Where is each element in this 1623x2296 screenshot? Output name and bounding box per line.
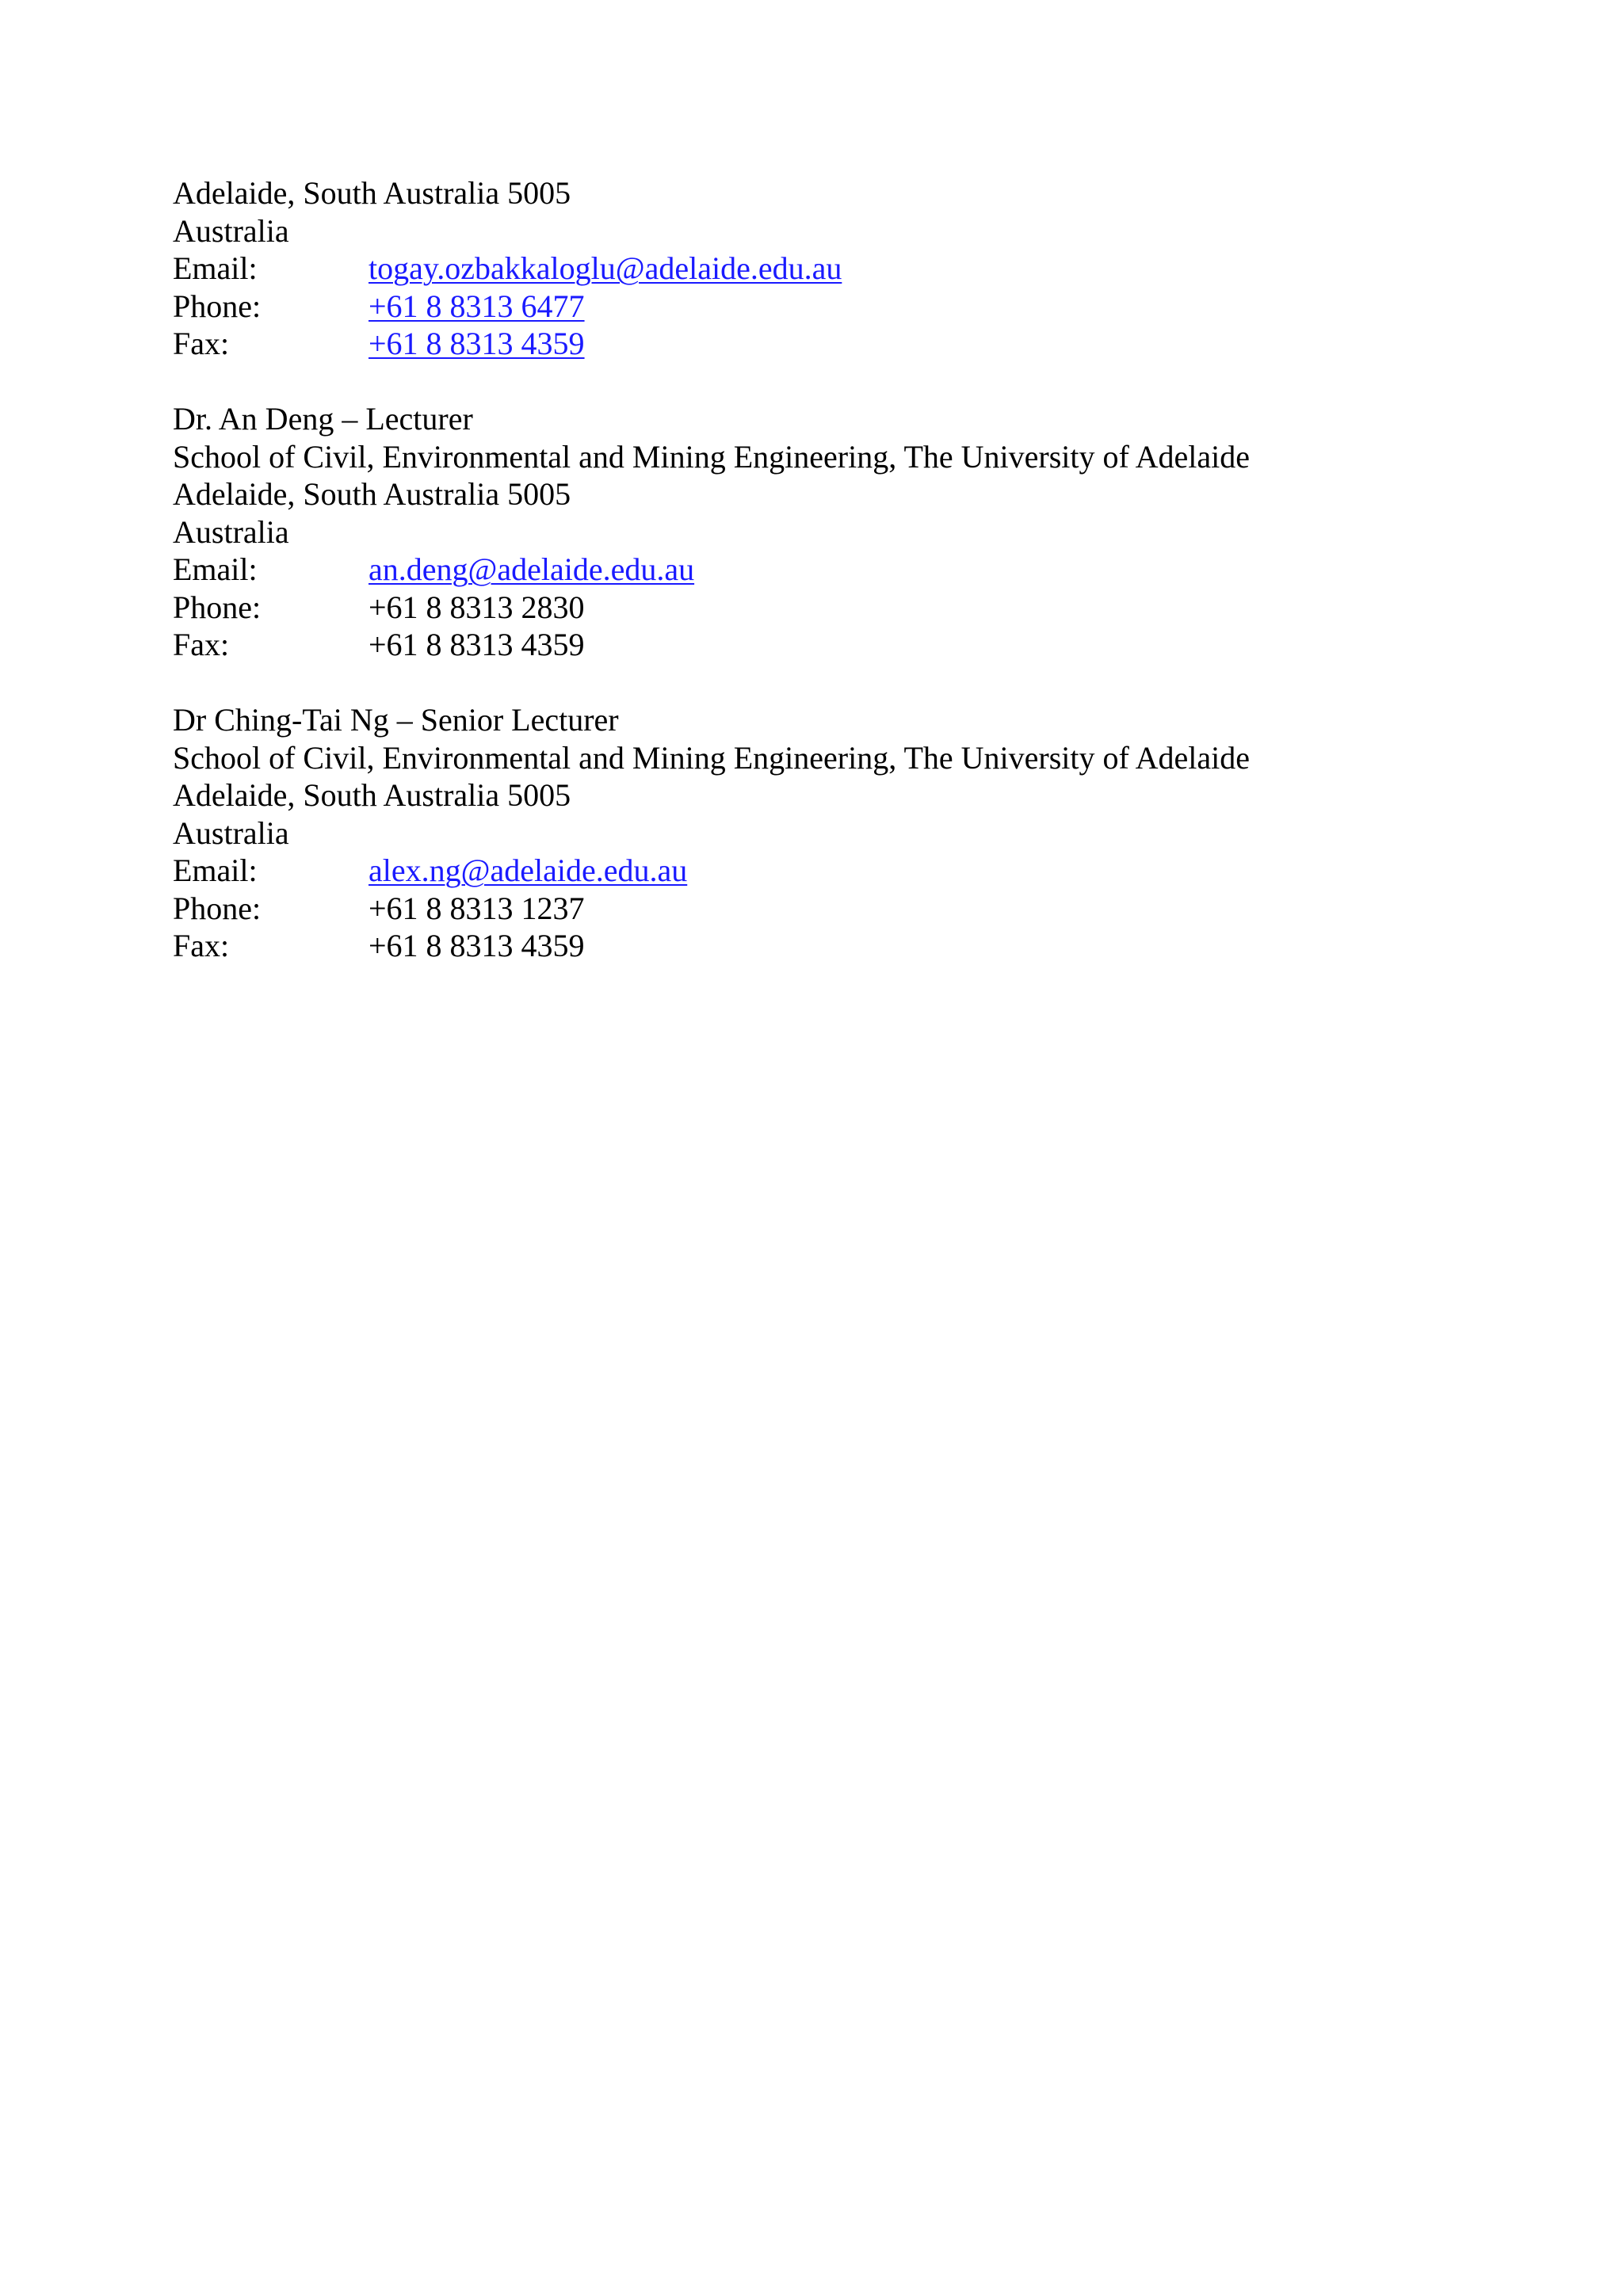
phone-row — [173, 288, 1520, 326]
contact-block-3 — [173, 701, 1520, 965]
email-link[interactable]: alex.ng@adelaide.edu.au — [369, 852, 688, 888]
address-country: Australia — [173, 212, 289, 249]
fax-label: Fax: — [173, 326, 230, 361]
document-content — [173, 174, 1520, 965]
fax-row — [173, 927, 1520, 965]
contact-block-1 — [173, 174, 1520, 363]
email-row — [173, 852, 1520, 890]
person-name-title: Dr Ching-Tai Ng – Senior Lecturer — [173, 702, 619, 738]
phone-row — [173, 890, 1520, 928]
email-row — [173, 250, 1520, 288]
spacer — [173, 363, 1520, 401]
contact-block-2 — [173, 400, 1520, 664]
school-name: School of Civil, Environmental and Mining Engineering, The University of Adelaide — [173, 739, 1251, 776]
phone-row — [173, 589, 1520, 627]
email-link[interactable]: an.deng@adelaide.edu.au — [369, 551, 695, 587]
email-label: Email: — [173, 250, 258, 286]
address-city: Adelaide, South Australia 5005 — [173, 777, 571, 813]
email-link[interactable]: togay.ozbakkaloglu@adelaide.edu.au — [369, 250, 842, 286]
fax-label: Fax: — [173, 627, 230, 662]
phone-label: Phone: — [173, 288, 262, 324]
phone-value: +61 8 8313 1237 — [369, 890, 585, 926]
fax-row — [173, 626, 1520, 664]
phone-label: Phone: — [173, 589, 262, 625]
email-label: Email: — [173, 551, 258, 587]
fax-value: +61 8 8313 4359 — [369, 627, 585, 662]
fax-value: +61 8 8313 4359 — [369, 928, 585, 963]
fax-label: Fax: — [173, 928, 230, 963]
address-city: Adelaide, South Australia 5005 — [173, 476, 571, 512]
email-row — [173, 551, 1520, 589]
school-name: School of Civil, Environmental and Mining Engineering, The University of Adelaide — [173, 438, 1251, 475]
spacer — [173, 664, 1520, 702]
address-country: Australia — [173, 513, 289, 550]
address-city: Adelaide, South Australia 5005 — [173, 175, 571, 211]
fax-link[interactable]: +61 8 8313 4359 — [369, 326, 585, 361]
email-label: Email: — [173, 852, 258, 888]
address-country: Australia — [173, 814, 289, 851]
person-name-title: Dr. An Deng – Lecturer — [173, 401, 473, 437]
fax-row — [173, 325, 1520, 363]
phone-value: +61 8 8313 2830 — [369, 589, 585, 625]
phone-link[interactable]: +61 8 8313 6477 — [369, 288, 585, 324]
phone-label: Phone: — [173, 890, 262, 926]
